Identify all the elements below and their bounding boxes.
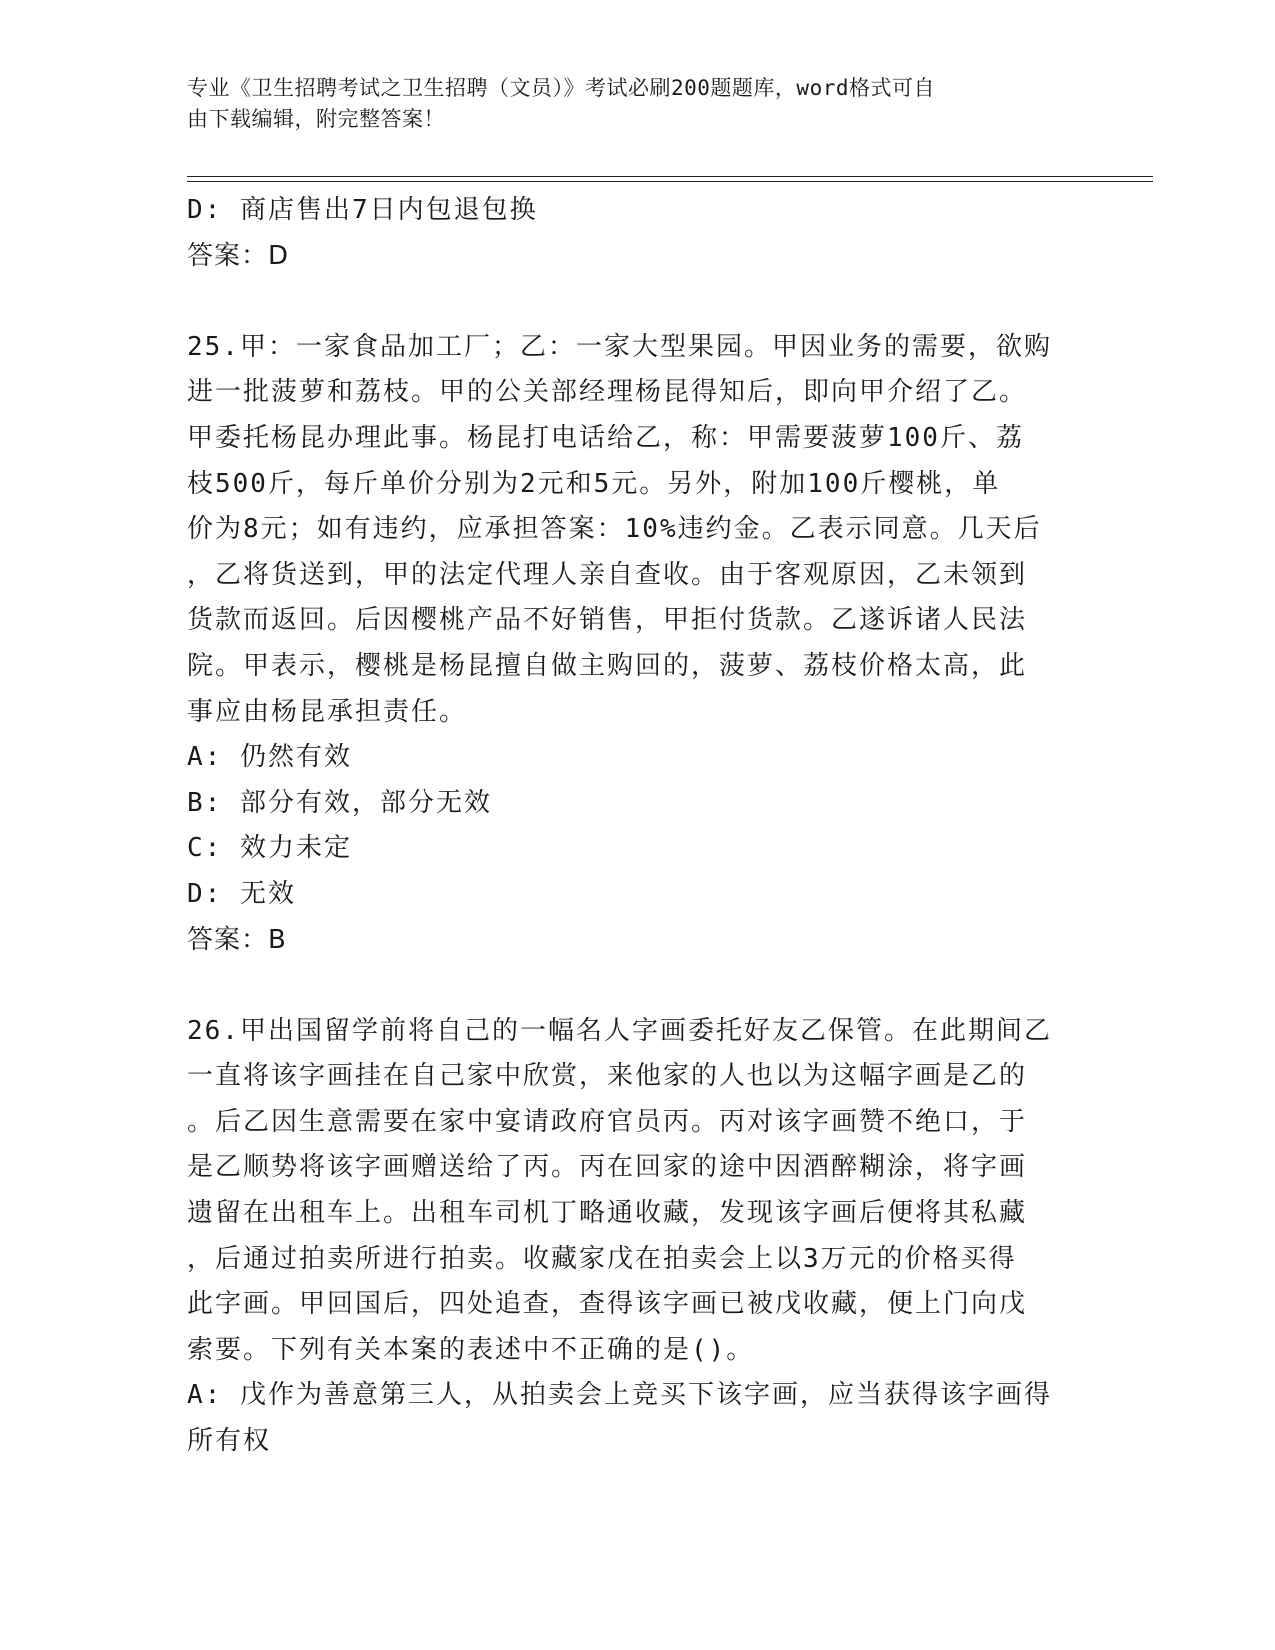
option-a-continued: 所有权 (187, 1426, 272, 1457)
question-text-line: 遗留在出租车上。出租车司机丁略通收藏，发现该字画后便将其私藏 (187, 1198, 1028, 1229)
question-26 (187, 1009, 1067, 1465)
question-text-line: 事应由杨昆承担责任。 (187, 696, 468, 727)
header-line: 专业《卫生招聘考试之卫生招聘（文员）》考试必刷200题题库，word格式可自 (187, 76, 935, 100)
header-divider (187, 176, 1153, 177)
option-c: C: 效力未定 (187, 833, 352, 864)
spacer (187, 963, 1067, 1009)
option-a: A: 戊作为善意第三人，从拍卖会上竞买下该字画，应当获得该字画得 (187, 1380, 1052, 1411)
question-text-line: ，乙将货送到，甲的法定代理人亲自查收。由于客观原因，乙未领到 (187, 559, 1028, 590)
option-a: A: 仍然有效 (187, 742, 352, 773)
option-d: D: 无效 (187, 878, 296, 909)
question-text-line: 索要。下列有关本案的表述中不正确的是()。 (187, 1334, 755, 1365)
question-text-line: ，后通过拍卖所进行拍卖。收藏家戊在拍卖会上以3万元的价格买得 (187, 1243, 1017, 1274)
question-text-line: 一直将该字画挂在自己家中欣赏，来他家的人也以为这幅字画是乙的 (187, 1061, 1028, 1092)
header-line: 由下载编辑，附完整答案！ (187, 107, 445, 131)
question-text-line: 枝500斤，每斤单价分别为2元和5元。另外，附加100斤樱桃，单 (187, 468, 1001, 499)
option-d: D: 商店售出7日内包退包换 (187, 195, 538, 225)
question-text-line: 价为8元；如有违约，应承担答案：10%违约金。乙表示同意。几天后 (187, 514, 1042, 545)
question-text-line: 此字画。甲回国后，四处追查，查得该字画已被戊收藏，便上门向戊 (187, 1289, 1028, 1320)
question-text-line: 。后乙因生意需要在家中宴请政府官员丙。丙对该字画赞不绝口，于 (187, 1106, 1028, 1137)
page-header (187, 73, 1067, 135)
question-25 (187, 325, 1067, 963)
question-text-line: 是乙顺势将该字画赠送给了丙。丙在回家的途中因酒醉糊涂，将字画 (187, 1152, 1028, 1183)
question-text-line: 甲委托杨昆办理此事。杨昆打电话给乙，称：甲需要菠萝100斤、荔 (187, 422, 1024, 453)
question-text-line: 进一批菠萝和荔枝。甲的公关部经理杨昆得知后，即向甲介绍了乙。 (187, 377, 1028, 408)
question-text-line: 货款而返回。后因樱桃产品不好销售，甲拒付货款。乙遂诉诸人民法 (187, 605, 1028, 636)
question-text-line: 25.甲：一家食品加工厂；乙：一家大型果园。甲因业务的需要，欲购 (187, 331, 1052, 362)
question-text-line: 院。甲表示，樱桃是杨昆擅自做主购回的，菠萝、荔枝价格太高，此 (187, 650, 1028, 681)
answer-line: 答案：D (187, 240, 290, 271)
option-b: B: 部分有效，部分无效 (187, 787, 492, 818)
answer-line: 答案：B (187, 924, 287, 955)
spacer (187, 279, 1067, 325)
question-text-line: 26.甲出国留学前将自己的一幅名人字画委托好友乙保管。在此期间乙 (187, 1015, 1052, 1046)
header-divider (187, 181, 1153, 182)
document-body (187, 188, 1067, 1465)
